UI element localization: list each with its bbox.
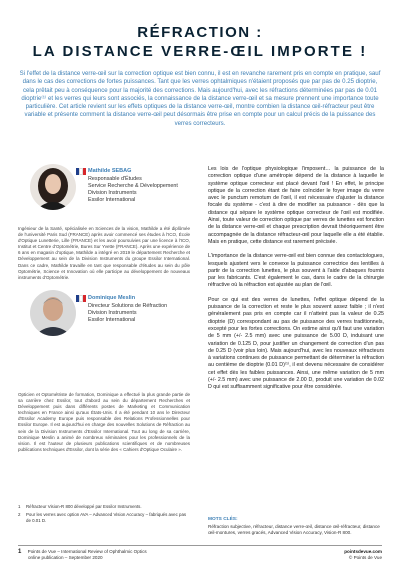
keywords-text: Réfraction subjective, réfracteur, distance verre-œil, distance œil-réfracteur, distance œil-montures, verres gracés, Advanced Vision Accuracy, Vision-R 800. [208,524,380,535]
author-name-1: Mathilde SEBAG [88,168,132,174]
author-role-2a: Directeur Solutions de Réfraction [88,303,168,309]
article-body [208,166,384,399]
page-footer [18,545,382,560]
title-line-1: RÉFRACTION : [137,24,263,41]
author-bio-2 [18,392,190,453]
copyright: © Points de Vue [348,555,382,560]
reference-1-number: 1 [18,504,21,509]
author-bio-1-text: Ingénieur de la Santé, spécialisée en Sciences de la vision, Mathilde a été diplômée de l'université Paris Sud (FRANCE) après avoir commencé ses études à l'ICO, École d'Optique Lunetterie, Lille (FRANCE) et les avoir poursuivies par une licence à l'ICO, Institut et Centre d'Optométrie, Bures Sur Yvette (FRANCE). Après une expérience de 6 ans en magasin d'optique, Mathilde a intégré en 2019 le département Recherche et Développement au sein de la Division Instruments du groupe Essilor International. Dans ce cadre, Mathilde travaille en tant que responsable d'études au sein du pôle Optométrie, Science et Innovation où elle participe au développement de nouveaux instruments d'Optométrie. [18,226,190,280]
article-title [0,24,400,61]
intro-text: Si l'effet de la distance verre-œil sur la correction optique est bien connu, il est en revanche rarement pris en compte en pratique, sauf dans le cas des corrections de fortes puissances. Tant que les verres ophtalmiques n'étaient proposés que par pas de 0.25 dioptrie, cela prêtait peu à conséquence pour la majorité des corrections. Mais aujourd'hui, avec les réfractions déterminées par pas de 0.01 dioptrie⁽¹⁾ et les verres qui leurs sont associés, la connaissance de la distance verre-œil et sa mesure prennent une importance toute particulière. Cet article revient sur les effets optiques de la distance verre-œil, montre combien la distance œil-réfracteur peut être variable et présente comment la distance verre-œil peut désormais être prise en compte pour un calcul précis de la puissance des verres correcteurs. [19,70,381,127]
references [18,504,190,526]
body-paragraph-2: L'importance de la distance verre-œil est bien connue des contactologues, lesquels ajustent vers le convexe la puissance correctrice des lentilles à partir de la correction lunettes, le plus souvent à l'aide d'abaques fournis par les fabricants. C'est également le cas, dans le cadre de la chirurgie réfractive où la réfraction est ajustée au plan de l'œil. [208,253,384,289]
reference-2-text: Pour les verres avec option AVA – Advanced Vision Accuracy – fabriqués avec pas de 0.01 D. [26,512,187,523]
keywords-title: MOTS CLÉS: [208,517,238,522]
journal-line-1: Points de Vue – International Review of Ophthalmic Optics [27,549,147,554]
author-role-1d: Essilor International [88,197,136,203]
body-paragraph-3: Pour ce qui est des verres de lunettes, l'effet optique dépend de la puissance de la correction et reste le plus souvent assez faible ; il n'est généralement pas pris en compte car il n'atteint pas la valeur de 0.25 dioptrie (D) correspondant au pas de puissance des verres traditionnels, excepté pour les fortes corrections. On estime ainsi qu'il faut une variation de 5 mm (+/- 2.5 mm) avec une puissance de 5.00 D, induisant une variation de 0.125 D, pour justifier un changement de correction d'un pas de 0.25 D (voir plus loin). Mais aujourd'hui, avec les nouveaux réfracteurs à variations continues de puissance permettant de déterminer la réfraction au centième de dioptrie (0.01 D)⁽¹⁾, il est devenu nécessaire de considérer cet effet dès les faibles puissances. Ainsi, une même variation de 5 mm (+/- 2.5 mm) avec une puissance de 2.00 D, produit une variation de 0.02 D qui est suffisamment significative pour être considérée. [208,296,384,391]
author-role-2b: Division Instruments [88,310,137,316]
author-role-1b: Service Recherche & Développement [88,183,178,189]
france-flag-icon [76,295,86,302]
journal-line-2: online publication – September 2020 [28,555,103,560]
author-photo-2 [30,290,76,336]
author-role-1c: Division Instruments [88,190,137,196]
intro-paragraph [18,70,382,128]
footer-right [344,549,382,561]
author-photo-1 [30,164,76,210]
author-role-1a: Responsable d'Études [88,176,142,182]
reference-1 [18,504,190,510]
website-link[interactable]: pointsdevue.com [344,549,382,554]
reference-2 [18,512,190,524]
reference-1-text: Réfracteur Vision-R 800 développé par Essilor Instruments. [26,504,142,509]
france-flag-icon [76,168,86,175]
author-role-2c: Essilor International [88,317,136,323]
author-bio-2-text: Opticien et Optométriste de formation, Dominique a effectué la plus grande partie de sa carrière chez Essilor, tout d'abord au sein du département Recherches et Développement puis dans différents postes de Marketing et Communication techniques en France ainsi qu'aux États-Unis. Il a été pendant 10 ans le Directeur d'Essilor Academy Europe puis responsable des Relations Professionnelles pour Essilor Europe. Il est aujourd'hui en charge des nouvelles Solutions de Réfraction au sein de la Division Instruments d'Essilor International. Tout au long de sa carrière, Dominique Meslin a animé de nombreux séminaires pour les professionnels de la vision. Il est l'auteur de plusieurs publications scientifiques et de nombreuses publications techniques d'Essilor, dont la série des « Cahiers d'Optique Oculaire ». [18,392,190,452]
title-line-2: LA DISTANCE VERRE-ŒIL IMPORTE ! [32,43,368,60]
page-number: 1 [18,549,22,555]
reference-2-number: 2 [18,512,21,517]
author-card-2 [18,290,190,346]
body-paragraph-1: Les lois de l'optique physiologique l'imposent… la puissance de la correction optique d'une amétropie dépend de la distance à laquelle le système optique correcteur est placé devant l'œil ! En effet, le principe optique de la correction étant de faire coïncider le foyer image du verre avec le punctum remotum de l'œil, il est nécessaire d'ajuster la distance focale du système - c'est à dire de modifier sa puissance - dès que la distance qui sépare le système optique correcteur de l'œil est modifiée. Ainsi, toute valeur de correction optique par verres de lunettes est fonction de la distance verre-œil et chaque prescription devrait théoriquement être accompagnée de la distance réfracteur-œil pour laquelle elle a été établie. Mais en pratique, cette distance est rarement précisée. [208,166,384,245]
author-card-1 [18,164,190,224]
author-name-2: Dominique Meslin [88,295,136,301]
footer-left [18,549,147,561]
author-bio-1 [18,226,190,281]
